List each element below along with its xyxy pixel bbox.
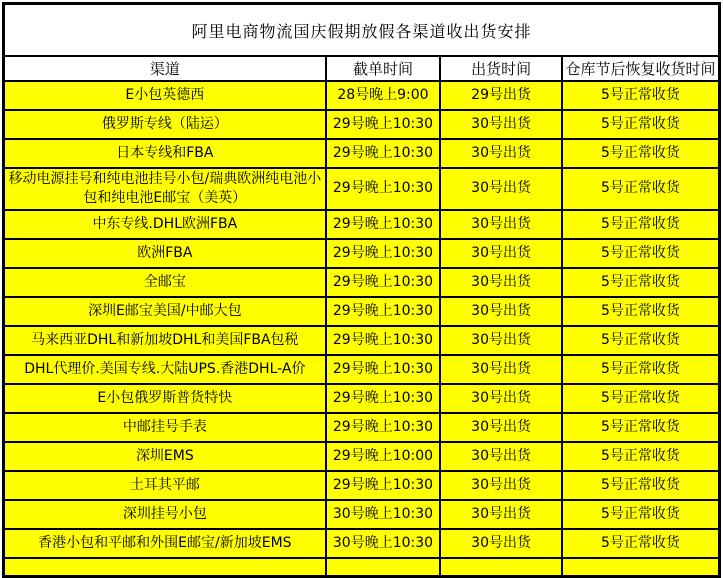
resume-time-cell: 5号正常收货	[562, 529, 720, 558]
cutoff-time-cell: 29号晚上10:30	[326, 355, 441, 384]
column-header-cutoff-time: 截单时间	[326, 56, 441, 81]
table-row	[4, 168, 720, 210]
ship-time-cell: 30号出货	[440, 529, 562, 558]
resume-time-cell: 5号正常收货	[562, 442, 720, 471]
ship-time-cell: 30号出货	[440, 168, 562, 210]
resume-time-cell: 5号正常收货	[562, 297, 720, 326]
table-row	[4, 326, 720, 355]
column-header-resume-time: 仓库节后恢复收货时间	[562, 56, 720, 81]
ship-time-cell: 30号出货	[440, 442, 562, 471]
table-row	[4, 384, 720, 413]
channel-cell: 深圳E邮宝美国/中邮大包	[4, 297, 326, 326]
channel-cell: 中东专线.DHL欧洲FBA	[4, 210, 326, 239]
table-row	[4, 471, 720, 500]
channel-cell: 马来西亚DHL和新加坡DHL和美国FBA包税	[4, 326, 326, 355]
ship-time-cell: 30号出货	[440, 500, 562, 529]
channel-cell: 全邮宝	[4, 268, 326, 297]
resume-time-cell: 5号正常收货	[562, 110, 720, 139]
ship-time-cell: 30号出货	[440, 384, 562, 413]
resume-time-cell: 5号正常收货	[562, 413, 720, 442]
resume-time-cell: 5号正常收货	[562, 384, 720, 413]
partial-cell	[4, 558, 326, 577]
header-row	[4, 56, 720, 81]
holiday-schedule-table	[2, 2, 721, 578]
table-body	[4, 81, 720, 576]
cutoff-time-cell: 29号晚上10:30	[326, 297, 441, 326]
ship-time-cell: 30号出货	[440, 239, 562, 268]
page-title: 阿里电商物流国庆假期放假各渠道收出货安排	[4, 4, 720, 57]
cutoff-time-cell: 30号晚上10:30	[326, 500, 441, 529]
table-row	[4, 239, 720, 268]
channel-cell: E小包英德西	[4, 81, 326, 110]
channel-cell: 土耳其平邮	[4, 471, 326, 500]
cutoff-time-cell: 29号晚上10:30	[326, 413, 441, 442]
table-row	[4, 413, 720, 442]
cutoff-time-cell: 29号晚上10:30	[326, 471, 441, 500]
table-row	[4, 355, 720, 384]
cutoff-time-cell: 29号晚上10:00	[326, 442, 441, 471]
channel-cell: 俄罗斯专线（陆运）	[4, 110, 326, 139]
resume-time-cell: 5号正常收货	[562, 210, 720, 239]
table-row	[4, 297, 720, 326]
cutoff-time-cell: 29号晚上10:30	[326, 210, 441, 239]
ship-time-cell: 30号出货	[440, 268, 562, 297]
ship-time-cell: 29号出货	[440, 81, 562, 110]
ship-time-cell: 30号出货	[440, 471, 562, 500]
channel-cell: 深圳挂号小包	[4, 500, 326, 529]
table-row	[4, 210, 720, 239]
ship-time-cell: 30号出货	[440, 326, 562, 355]
resume-time-cell: 5号正常收货	[562, 81, 720, 110]
cutoff-time-cell: 30号晚上10:30	[326, 529, 441, 558]
column-header-ship-time: 出货时间	[440, 56, 562, 81]
cutoff-time-cell: 29号晚上10:30	[326, 168, 441, 210]
schedule-sheet	[2, 2, 721, 578]
cutoff-time-cell: 29号晚上10:30	[326, 326, 441, 355]
partial-cell	[440, 558, 562, 577]
table-row	[4, 442, 720, 471]
channel-cell: 深圳EMS	[4, 442, 326, 471]
partial-cell	[326, 558, 441, 577]
ship-time-cell: 30号出货	[440, 355, 562, 384]
table-row	[4, 110, 720, 139]
cutoff-time-cell: 29号晚上10:30	[326, 268, 441, 297]
table-row	[4, 268, 720, 297]
channel-cell: 中邮挂号手表	[4, 413, 326, 442]
resume-time-cell: 5号正常收货	[562, 168, 720, 210]
ship-time-cell: 30号出货	[440, 297, 562, 326]
channel-cell: 移动电源挂号和纯电池挂号小包/瑞典欧洲纯电池小包和纯电池E邮宝（美英）	[4, 168, 326, 210]
cutoff-time-cell: 29号晚上10:30	[326, 384, 441, 413]
partial-cell	[562, 558, 720, 577]
channel-cell: E小包俄罗斯普货特快	[4, 384, 326, 413]
channel-cell: 香港小包和平邮和外围E邮宝/新加坡EMS	[4, 529, 326, 558]
cutoff-time-cell: 29号晚上10:30	[326, 239, 441, 268]
table-row	[4, 139, 720, 168]
resume-time-cell: 5号正常收货	[562, 355, 720, 384]
ship-time-cell: 30号出货	[440, 110, 562, 139]
column-header-channel: 渠道	[4, 56, 326, 81]
channel-cell: 日本专线和FBA	[4, 139, 326, 168]
ship-time-cell: 30号出货	[440, 139, 562, 168]
resume-time-cell: 5号正常收货	[562, 326, 720, 355]
cutoff-time-cell: 28号晚上9:00	[326, 81, 441, 110]
resume-time-cell: 5号正常收货	[562, 500, 720, 529]
table-row	[4, 529, 720, 558]
ship-time-cell: 30号出货	[440, 413, 562, 442]
cutoff-time-cell: 29号晚上10:30	[326, 139, 441, 168]
channel-cell: DHL代理价.美国专线.大陆UPS.香港DHL-A价	[4, 355, 326, 384]
cutoff-time-cell: 29号晚上10:30	[326, 110, 441, 139]
channel-cell: 欧洲FBA	[4, 239, 326, 268]
ship-time-cell: 30号出货	[440, 210, 562, 239]
partial-clipped-row	[4, 558, 720, 577]
table-row	[4, 500, 720, 529]
resume-time-cell: 5号正常收货	[562, 471, 720, 500]
resume-time-cell: 5号正常收货	[562, 268, 720, 297]
resume-time-cell: 5号正常收货	[562, 239, 720, 268]
table-row	[4, 81, 720, 110]
title-row	[4, 4, 720, 57]
resume-time-cell: 5号正常收货	[562, 139, 720, 168]
